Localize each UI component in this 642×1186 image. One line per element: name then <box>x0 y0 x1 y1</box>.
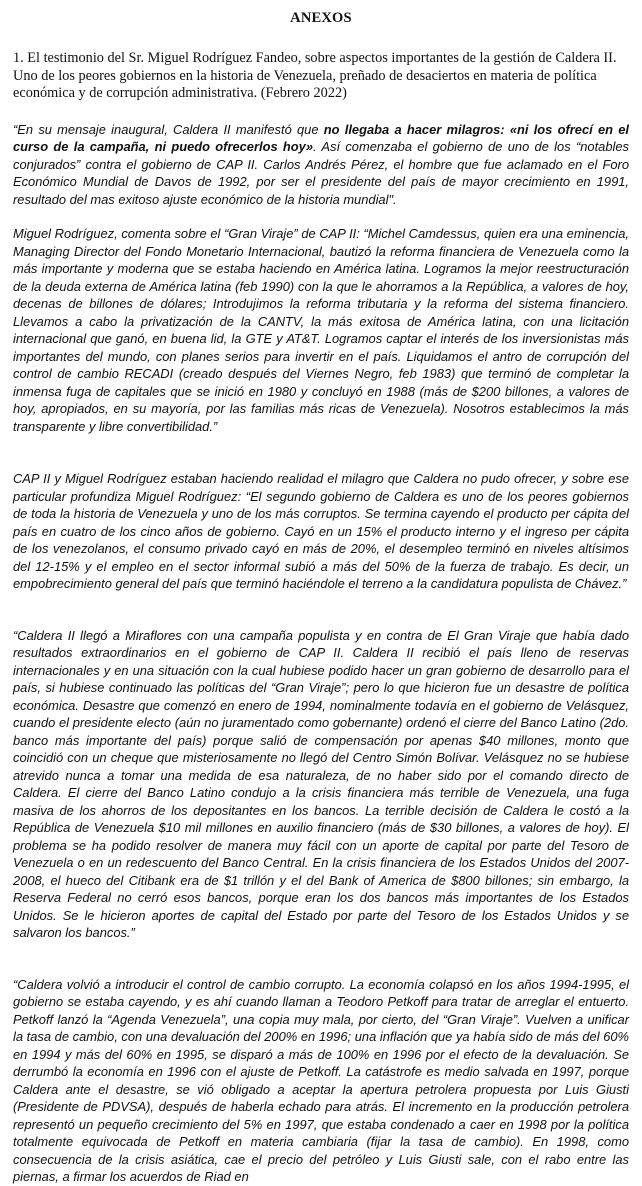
quote-paragraph-2: Miguel Rodríguez, comenta sobre el “Gran Viraje” de CAP II: “Michel Camdessus, quien era una eminencia, Managing Director del Fondo Monetario Internacional, bautizó la reforma financiera de Venezuela como la más importante y moderna que se estaba haciendo en América latina. Logramos la mejor reestructuración de la deuda externa de América latina (feb 1990) con la que le ahorramos a la República, a valores de hoy, decenas de billones de dólares; Introdujimos la reforma tributaria y la reforma del sistema financiero. Llevamos a cabo la privatización de la CANTV, la más exitosa de América latina, con una licitación internacional que ganó, en buena lid, la GTE y AT&T. Logramos captar el interés de los inversionistas más importantes del mundo, con planes serios para invertir en el país. Liquidamos el antro de corrupción del control de cambio RECADI (creado después del Viernes Negro, feb 1983) que terminó de completar la inmensa fuga de capitales que se inició en 1980 y concluyó en 1988 (más de $200 billones, a valores de hoy, apropiados, en su mayoría, por las familias más ricas de Venezuela). Nosotros establecimos la más transparente y libre convertibilidad.” <box>13 226 629 434</box>
quote1-text-post: . Así comenzaba el gobierno de uno de los “notables conjurados” contra el gobierno de CAP II. Carlos Andrés Pérez, el hombre que fue aclamado en el Foro Económico Mundial de Davos de 1992, por ser el presidente del país de mayor crecimiento en 1991, resultado del mas exitoso ajuste económico de la historia mundial". <box>13 139 629 207</box>
quote-paragraph-3: CAP II y Miguel Rodríguez estaban haciendo realidad el milagro que Caldera no pudo ofrecer, y sobre ese particular profundiza Miguel Rodríguez: “El segundo gobierno de Caldera es uno de los peores gobiernos de toda la historia de Venezuela y uno de los más corruptos. Se termina cayendo el producto per cápita del país en cuatro de los cinco años de gobierno. Cayó en un 15% el producto interno y el ingreso per cápita de los venezolanos, el consumo privado cayó en más de 20%, el desempleo terminó en niveles altísimos del 12-15% y el empleo en el sector informal subió a más del 50% de la fuerza de trabajo. Es decir, un empobrecimiento general del país que terminó haciéndole el terreno a la candidatura populista de Chávez.” <box>13 471 629 591</box>
quote-paragraph-5: “Caldera volvió a introducir el control de cambio corrupto. La economía colapsó en los años 1994-1995, el gobierno se estaba cayendo, y es ahí cuando llaman a Teodoro Petkoff para tratar de arreglar el entuerto. Petkoff lanzó la “Agenda Venezuela”, una copia muy mala, por cierto, del “Gran Viraje”. Vuelven a unificar la tasa de cambio, con una devaluación del 200% en 1996; una inflación que ya había sido de más del 60% en 1994 y más del 60% en 1995, se disparó a más de 100% en 1996 por el efecto de la devaluación. Se derrumbó la economía en 1996 con el ajuste de Petkoff. La catástrofe es medio salvada en 1997, porque Caldera ante el desastre, se vió obligado a aceptar la apertura petrolera propuesta por Luis Giusti (Presidente de PDVSA), después de haberla echado para atrás. El incremento en la producción petrolera representó un pequeño crecimiento del 5% en 1997, que estaba condenado a caer en 1998 por la política totalmente equivocada de Petkoff en materia cambiaria (fijar la tasa de cambio). En 1998, como consecuencia de la crisis asiática, cae el precio del petróleo y Luis Giusti sale, con el rabo entre las piernas, a firmar los acuerdos de Riad en <box>13 976 629 1184</box>
intro-paragraph: 1. El testimonio del Sr. Miguel Rodríguez Fandeo, sobre aspectos importantes de la gestión de Caldera II. Uno de los peores gobiernos en la historia de Venezuela, preñado de desaciertos en materia de política económica y de corrupción administrativa. (Febrero 2022) <box>13 50 617 101</box>
quote1-bold-colon: : <box>500 121 510 137</box>
quote-paragraph-1 <box>13 121 629 209</box>
quote1-bold-phrase: no llegaba a hacer milagros <box>323 121 501 137</box>
quote-paragraph-4: “Caldera II llegó a Miraflores con una campaña populista y en contra de El Gran Viraje que había dado resultados extraordinarios en el gobierno de CAP II. Caldera II recibió el país lleno de reservas internacionales y en una situación con la cual hubiese podido hacer un gran gobierno de desarrollo para el país, si hubiese continuado las políticas del “Gran Viraje”; pero lo que hicieron fue un desastre de política económica. Desastre que comenzó en enero de 1994, nominalmente todavía en el gobierno de Velásquez, cuando el presidente electo (aún no juramentado como gobernante) ordenó el cierre del Banco Latino (2do. banco más importante del país) porque salió de compensación por apenas $40 millones, monto que coincidió con un cheque que misteriosamente no llegó del Centro Simón Bolívar. Velásquez no se hubiese atrevido nunca a tomar una medida de esa naturaleza, de no haber sido por el comando directo de Caldera. El cierre del Banco Latino condujo a la crisis financiera más terrible de Venezuela, una fuga masiva de los ahorros de los depositantes en los bancos. La terrible decisión de Caldera le costó a la República de Venezuela $10 mil millones en auxilio financiero (más de $30 billones, a valores de hoy). El problema se ha podido resolver de manera muy fácil con un aporte de capital por parte del Tesoro de Venezuela o en un redescuento del Banco Central. En la crisis financiera de los Estados Unidos del 2007-2008, el hueco del Citibank era de $1 trillón y el del Bank of America de $800 billones; sin embargo, la Reserva Federal no cerró esos bancos, porque eran los dos bancos más importantes de los Estados Unidos. Se le hicieron aportes de capital del Estado por parte del Tesoro de los Estados Unidos y se salvaron los bancos.” <box>13 627 629 940</box>
quote1-text-pre: “En su mensaje inaugural, Caldera II manifestó que <box>13 121 324 137</box>
page-title: ANEXOS <box>290 10 352 26</box>
quote1-bold-quote: «ni los ofrecí en el curso de la campaña, ni puedo ofrecerlos hoy» <box>13 121 629 154</box>
document-page <box>13 0 629 1184</box>
